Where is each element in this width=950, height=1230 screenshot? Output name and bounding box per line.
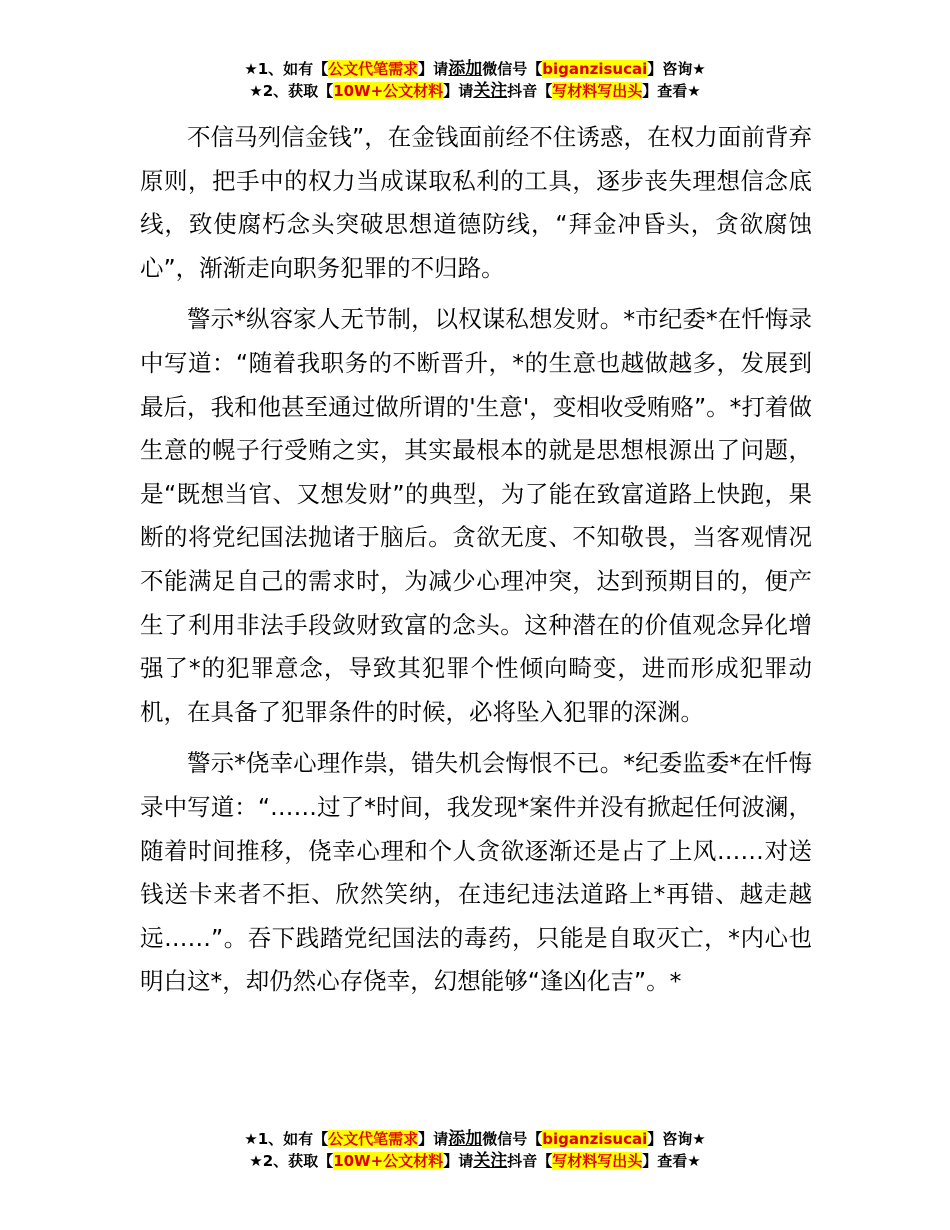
footer-text: 抖音【	[507, 1152, 553, 1170]
footer-line-2	[0, 1150, 950, 1172]
header-line-1	[0, 58, 950, 80]
highlight-wechat-id: biganzisucai	[542, 60, 648, 78]
header-text: 抖音【	[507, 82, 553, 100]
footer-text: 】查看★	[642, 1152, 701, 1170]
footer-text: 】请	[418, 1130, 449, 1148]
header-text: 微信号【	[482, 60, 543, 78]
paragraph: 不信马列信金钱”，在金钱面前经不住诱惑，在权力面前背弃原则，把手中的权力当成谋取私利的工具，逐步丧失理想信念底线，致使腐朽念头突破思想道德防线，“拜金冲昏头，贪欲腐蚀心”，渐渐走向职务犯罪的不归路。	[140, 123, 812, 282]
header-banner	[0, 58, 950, 102]
highlight-ghostwriting: 公文代笔需求	[328, 60, 419, 78]
highlight-materials: 10W+公文材料	[333, 1152, 444, 1170]
footer-text: 微信号【	[482, 1130, 543, 1148]
highlight-douyin-account: 写材料写出头	[552, 1152, 643, 1170]
footer-text: ★1、如有【	[244, 1130, 329, 1148]
highlight-ghostwriting: 公文代笔需求	[328, 1130, 419, 1148]
footer-text: ★2、获取【	[249, 1152, 334, 1170]
header-text: 】请	[443, 82, 474, 100]
highlight-douyin-account: 写材料写出头	[552, 82, 643, 100]
footer-banner	[0, 1128, 950, 1172]
footer-line-1	[0, 1128, 950, 1150]
paragraph: 警示*纵容家人无节制，以权谋私想发财。*市纪委*在忏悔录中写道：“随着我职务的不断晋升，*的生意也越做越多，发展到最后，我和他甚至通过做所谓的'生意'，变相收受贿赂”。*打着做生意的幌子行受贿之实，其实最根本的就是思想根源出了问题，是“既想当官、又想发财”的典型，为了能在致富道路上快跑，果断的将党纪国法抛诸于脑后。贪欲无度、不知敬畏，当客观情况不能满足自己的需求时，为减少心理冲突，达到预期目的，便产生了利用非法手段敛财致富的念头。这种潜在的价值观念异化增强了*的犯罪意念，导致其犯罪个性倾向畸变，进而形成犯罪动机，在具备了犯罪条件的时候，必将坠入犯罪的深渊。	[140, 305, 812, 726]
footer-text: 】咨询★	[647, 1130, 706, 1148]
header-text: 】请	[418, 60, 449, 78]
header-line-2	[0, 80, 950, 102]
header-text: 】查看★	[642, 82, 701, 100]
underlined-follow: 关注	[473, 81, 508, 101]
header-text: 】咨询★	[647, 60, 706, 78]
underlined-add: 添加	[448, 1129, 483, 1149]
document-body	[140, 116, 812, 1012]
footer-text: 】请	[443, 1152, 474, 1170]
header-text: ★2、获取【	[249, 82, 334, 100]
header-text: ★1、如有【	[244, 60, 329, 78]
highlight-materials: 10W+公文材料	[333, 82, 444, 100]
underlined-follow: 关注	[473, 1151, 508, 1171]
paragraph: 警示*侥幸心理作祟，错失机会悔恨不已。*纪委监委*在忏悔录中写道：“……过了*时间，我发现*案件并没有掀起任何波澜，随着时间推移，侥幸心理和个人贪欲逐渐还是占了上风……对送钱送卡来者不拒、欣然笑纳，在违纪违法道路上*再错、越走越远……”。吞下践踏党纪国法的毒药，只能是自取灭亡，*内心也明白这*，却仍然心存侥幸，幻想能够“逢凶化吉”。*	[140, 749, 812, 996]
underlined-add: 添加	[448, 59, 483, 79]
highlight-wechat-id: biganzisucai	[542, 1130, 648, 1148]
